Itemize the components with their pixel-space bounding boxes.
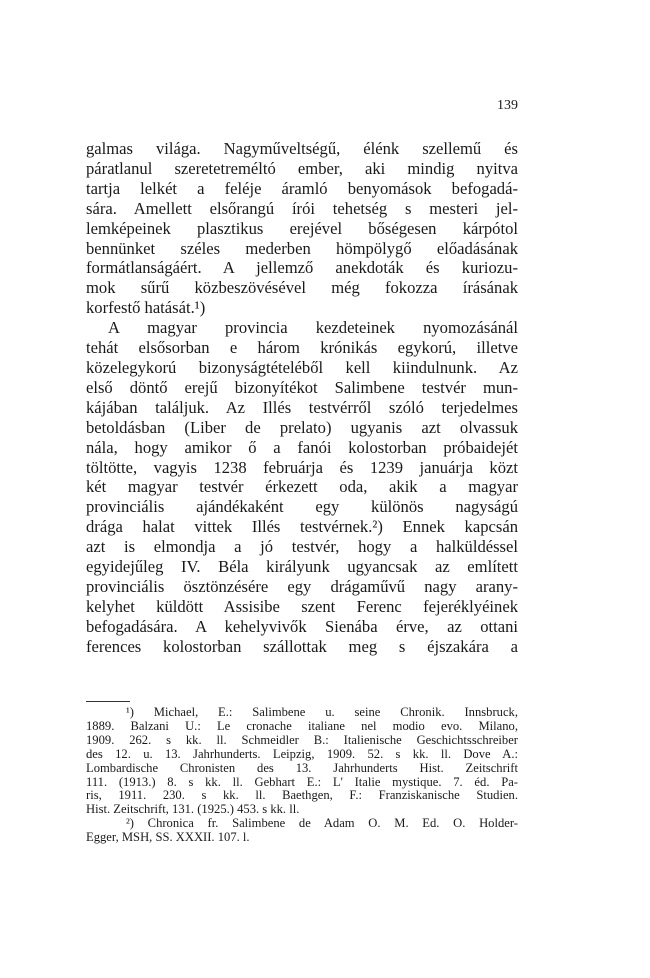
text-line: töltötte, vagyis 1238 februárja és 1239 januárja közt xyxy=(86,457,518,477)
text-line: tartja lelkét a feléje áramló benyomások befogadá- xyxy=(86,178,518,198)
text-line: korfestő hatását.¹) xyxy=(86,298,206,318)
text-line: bennünket széles mederben hömpölygő előadásának xyxy=(86,238,518,258)
footnote-line: Lombardische Chronisten des 13. Jahrhunderts Hist. Zeitschrift xyxy=(86,760,518,775)
text-line: mok sűrű közbeszövésével még fokozza írásának xyxy=(86,278,518,298)
text-line: befogadására. A kehelyvivők Sienába érve, az ottani xyxy=(86,616,518,636)
text-line: ferences kolostorban szállottak meg s éjszakára a xyxy=(86,636,518,656)
footnote-line: 1909. 262. s kk. ll. Schmeidler B.: Italienische Geschichtsschreiber xyxy=(86,732,518,747)
text-line: egyidejűleg IV. Béla királyunk ugyancsak az említett xyxy=(86,557,518,577)
page-number: 139 xyxy=(497,98,518,113)
text-line: drága halat vittek Illés testvérnek.²) Ennek kapcsán xyxy=(86,517,518,537)
footnotes xyxy=(86,706,518,845)
text-line: betoldásban (Liber de prelato) ugyanis azt olvassuk xyxy=(86,417,518,437)
text-line: tehát elsősorban e három krónikás egykorú, illetve xyxy=(86,338,518,358)
text-line: két magyar testvér érkezett oda, akik a magyar xyxy=(86,477,518,497)
text-line: páratlanul szeretetreméltó ember, aki mindig nyitva xyxy=(86,158,518,178)
text-line: közelegykorú bizonyságtételéből kell kiindulnunk. Az xyxy=(86,357,518,377)
text-line: kelyhet küldött Assisibe szent Ferenc fejeréklyéinek xyxy=(86,596,518,616)
text-line: sára. Amellett elsőrangú írói tehetség s mesteri jel- xyxy=(86,198,518,218)
footnote-line: Egger, MSH, SS. XXXII. 107. l. xyxy=(86,830,250,845)
footnote-line: 1889. Balzani U.: Le cronache italiane nel modio evo. Milano, xyxy=(86,718,518,733)
text-line: provinciális ösztönzésére egy drágaművű nagy arany- xyxy=(86,576,518,596)
text-line: első döntő erejű bizonyítékot Salimbene testvér mun- xyxy=(86,377,518,397)
footnote-divider xyxy=(86,701,130,702)
footnote-line: ris, 1911. 230. s kk. ll. Baethgen, F.: Franziskanische Studien. xyxy=(86,788,518,803)
text-line: nála, hogy amikor ő a fanói kolostorban próbaidejét xyxy=(86,437,518,457)
footnote-line: 111. (1913.) 8. s kk. ll. Gebhart E.: L' Italie mystique. 7. éd. Pa- xyxy=(86,774,518,789)
text-line: galmas világa. Nagyműveltségű, élénk szellemű és xyxy=(86,139,518,158)
text-line: azt is elmondja a jó testvér, hogy a halküldéssel xyxy=(86,537,518,557)
footnote-line: ²) Chronica fr. Salimbene de Adam O. M. Ed. O. Holder- xyxy=(126,816,518,831)
text-line: lemképeinek plasztikus erejével bőségesen kárpótol xyxy=(86,218,518,238)
text-line: formátlanságáért. A jellemző anekdoták és kuriozu- xyxy=(86,258,518,278)
footnote-line: des 12. u. 13. Jahrhunderts. Leipzig, 1909. 52. s kk. ll. Dove A.: xyxy=(86,746,518,761)
footnote-line: Hist. Zeitschrift, 131. (1925.) 453. s kk. ll. xyxy=(86,802,300,817)
text-line: provinciális ajándékaként egy különös nagyságú xyxy=(86,497,518,517)
text-line: A magyar provincia kezdeteinek nyomozásánál xyxy=(108,318,518,338)
text-line: kájában találjuk. Az Illés testvérről szóló terjedelmes xyxy=(86,397,518,417)
main-text xyxy=(86,139,518,657)
footnote-line: ¹) Michael, E.: Salimbene u. seine Chronik. Innsbruck, xyxy=(126,705,518,719)
